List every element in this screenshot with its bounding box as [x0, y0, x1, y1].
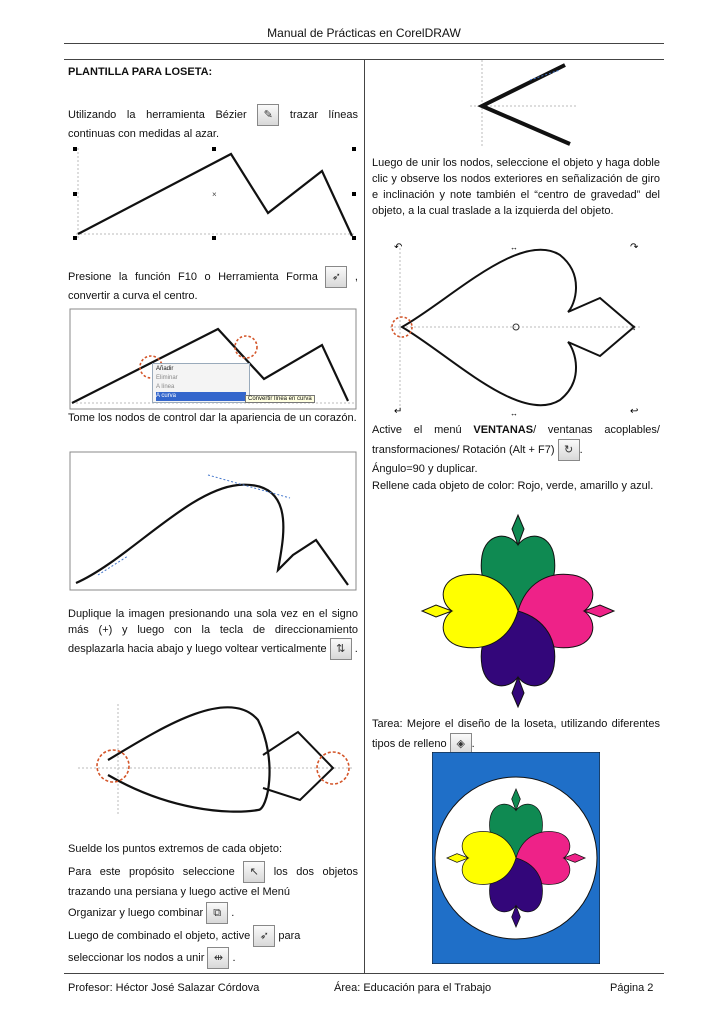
bezier-tool-icon: ✎	[257, 104, 279, 126]
paragraph-task-a: Tarea: Mejore el diseño de la loseta, utilizando diferentes tipos de relleno	[372, 718, 660, 750]
footer-rule	[64, 973, 664, 974]
footer-page-number: Página 2	[610, 982, 654, 994]
paragraph-f10	[68, 266, 358, 304]
figure-colored-spades	[413, 510, 623, 712]
svg-text:↶: ↶	[394, 242, 403, 253]
paragraph-join-b: para	[278, 929, 301, 942]
paragraph-duplicate-b: .	[354, 642, 358, 655]
paragraph-bezier-b: trazar líneas continuas con medidas al azar.	[68, 108, 359, 140]
paragraph-join-c: seleccionar los nodos a unir	[68, 951, 205, 964]
pick-tool-icon: ↖	[243, 861, 265, 883]
paragraph-join-d: .	[232, 951, 236, 964]
shape-tool-icon: ➶	[253, 925, 275, 947]
footer-area: Área: Educación para el Trabajo	[334, 982, 492, 994]
paragraph-task	[372, 716, 660, 755]
paragraph-bezier	[68, 104, 358, 142]
paragraph-fill-colors: Rellene cada objeto de color: Rojo, verde, amarillo y azul.	[372, 480, 654, 492]
footer-author: Profesor: Héctor José Salazar Córdova	[68, 982, 260, 994]
menu-tooltip: Convertir línea en curva	[245, 395, 315, 403]
context-menu[interactable]	[152, 363, 250, 403]
paragraph-windows-c: .	[579, 443, 583, 456]
rotation-icon: ↻	[558, 439, 580, 461]
paragraph-f10-b: , convertir a curva el centro.	[68, 270, 358, 302]
menu-item-to-curve[interactable]: A curva	[156, 392, 246, 401]
paragraph-select-b: los dos objetos trazando una persiana y luego active el Menú	[68, 865, 358, 898]
figure-heart-curve	[68, 450, 360, 592]
paragraph-rotation-center: Luego de unir los nodos, seleccione el objeto y haga doble clic y observe los nodos exteriores en señalización de giro e inclinación y note también el “centro de gravedad” del objeto, a la cual traslade a la izquierda del objeto.	[372, 157, 660, 217]
paragraph-duplicate	[68, 606, 358, 660]
figure-joined-node	[470, 60, 580, 150]
figure-spade-outline	[390, 240, 644, 416]
menu-item-add[interactable]: Añadir	[156, 366, 174, 372]
paragraph-windows-a: Active el menú	[372, 424, 462, 436]
paragraph-duplicate-a: Duplique la imagen presionando una sola vez en el signo más (+) y luego con la tecla de direccionamiento desplazarla hacia abajo y luego voltear verticalmente	[68, 608, 358, 655]
join-nodes-icon: ⇹	[207, 947, 229, 969]
figure-polyline	[68, 142, 360, 246]
svg-text:↵: ↵	[394, 406, 403, 416]
header-rule	[64, 43, 664, 44]
paragraph-bezier-a: Utilizando la herramienta Bézier	[68, 108, 247, 121]
shape-tool-icon: ➶	[325, 266, 347, 288]
figure-double-heart	[68, 700, 360, 820]
svg-text:×: ×	[212, 190, 217, 199]
combine-icon: ⧉	[206, 902, 228, 924]
paragraph-select-a: Para este propósito seleccione	[68, 865, 235, 878]
paragraph-f10-a: Presione la función F10 o Herramienta Forma	[68, 270, 318, 283]
menu-item-to-line[interactable]: A línea	[156, 384, 175, 390]
paragraph-heart: Tome los nodos de control dar la apariencia de un corazón.	[68, 412, 357, 424]
column-divider	[364, 60, 365, 973]
paragraph-windows-b: / ventanas acoplables/ transformaciones/ Rotación (Alt + F7)	[372, 424, 660, 456]
paragraph-windows-bold: VENTANAS	[473, 424, 534, 436]
svg-text:↕: ↕	[632, 323, 636, 332]
paragraph-windows-menu	[372, 422, 660, 495]
mirror-vertical-icon: ⇅	[330, 638, 352, 660]
paragraph-join-nodes	[68, 925, 358, 969]
paragraph-weld: Suelde los puntos extremos de cada objeto:	[68, 843, 283, 855]
section-heading: PLANTILLA PARA LOSETA:	[68, 66, 213, 78]
paragraph-task-b: .	[471, 737, 475, 750]
figure-tile-design	[432, 752, 600, 964]
paragraph-select-d: .	[231, 906, 235, 919]
paragraph-select-c: Organizar y luego combinar	[68, 906, 204, 919]
svg-text:↔: ↔	[510, 409, 518, 416]
svg-text:↩: ↩	[630, 406, 639, 416]
page-header: Manual de Prácticas en CorelDRAW	[267, 26, 461, 40]
paragraph-join-a: Luego de combinado el objeto, active	[68, 929, 251, 942]
svg-text:↷: ↷	[630, 242, 639, 253]
paragraph-angle: Ángulo=90 y duplicar.	[372, 463, 478, 475]
menu-item-delete[interactable]: Eliminar	[156, 375, 178, 381]
paragraph-select	[68, 861, 358, 924]
svg-text:↔: ↔	[510, 243, 518, 252]
fill-tool-icon: ◈	[450, 733, 472, 755]
